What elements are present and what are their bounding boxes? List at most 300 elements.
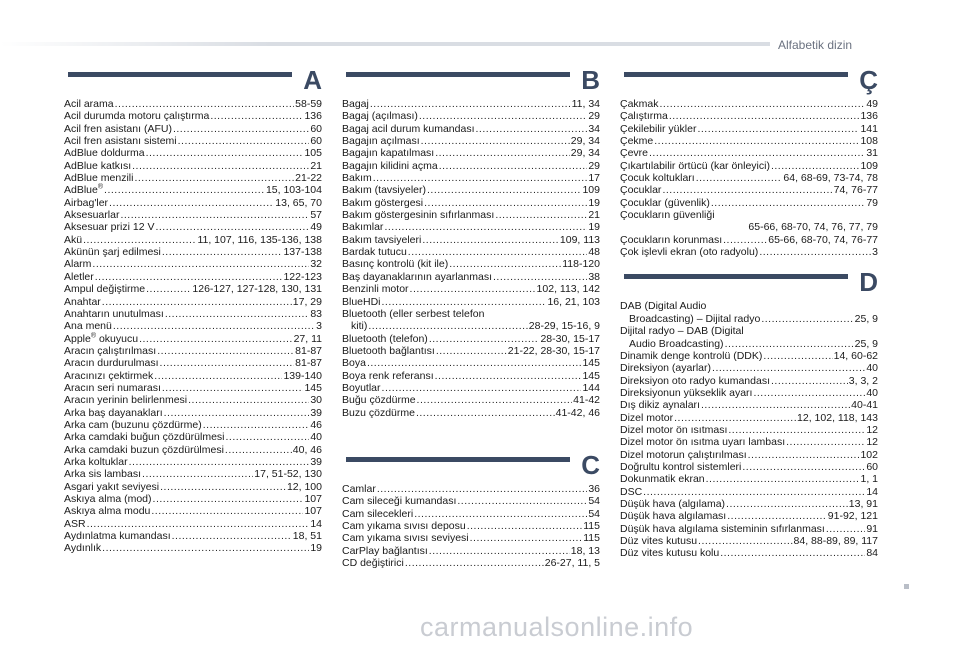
entry-term: Çocuklar (güvenlik)	[620, 196, 710, 209]
leader-dots	[429, 545, 570, 557]
index-entry	[620, 135, 878, 147]
entry-pages: 16, 21, 103	[547, 295, 600, 308]
leader-dots	[160, 357, 295, 369]
index-entry	[620, 209, 878, 234]
letter-bar	[346, 72, 570, 77]
index-entry	[342, 296, 600, 308]
leader-dots	[87, 518, 310, 530]
index-entry	[342, 407, 600, 419]
entry-pages: 19	[310, 542, 322, 555]
leader-dots	[427, 184, 581, 196]
leader-dots	[373, 172, 588, 184]
entry-term: Acil arama	[64, 98, 114, 110]
leader-dots	[711, 197, 865, 209]
entry-term: Buğu çözdürme	[342, 394, 416, 407]
entry-pages: 109	[860, 159, 878, 172]
entry-pages: 21-22	[295, 172, 322, 185]
entry-term: Aksesuarlar	[64, 209, 120, 222]
entry-pages: 60	[310, 135, 322, 148]
index-entry	[64, 505, 322, 517]
leader-dots	[146, 147, 304, 159]
entry-term: Bluetooth (telefon)	[342, 332, 428, 345]
entry-term: Bluetooth (eller serbest telefon	[342, 307, 485, 320]
leader-dots	[155, 221, 309, 233]
index-entry	[620, 473, 878, 485]
entry-pages: 31	[866, 147, 878, 160]
entry-pages: 107	[304, 493, 322, 505]
index-entry	[64, 345, 322, 357]
leader-dots	[727, 510, 827, 522]
leader-dots	[410, 283, 536, 295]
leader-dots	[120, 209, 309, 221]
index-entry	[342, 135, 600, 147]
entry-pages: 3, 3, 2	[848, 374, 878, 387]
entry-term: Çıkartılabilir örtücü (kar önleyici)	[620, 159, 770, 172]
entry-pages: 122-123	[283, 270, 322, 283]
entry-pages: 64, 68-69, 73-74, 78	[783, 172, 878, 185]
index-entry	[64, 370, 322, 382]
entry-term: Bakım	[342, 172, 372, 185]
entry-pages: 109	[582, 184, 600, 197]
entry-term-continued: Broadcasting) – Dijital radyo	[629, 312, 761, 325]
leader-dots	[172, 530, 292, 542]
index-entry	[64, 147, 322, 159]
leader-dots	[225, 444, 292, 456]
entry-pages: 39	[310, 455, 322, 468]
leader-dots	[470, 532, 583, 544]
index-entry	[620, 375, 878, 387]
letter-bar	[68, 72, 292, 77]
entry-pages: 3	[872, 246, 878, 259]
entry-pages: 13, 91	[848, 497, 878, 510]
entry-pages: 21-22, 28-30, 15-17	[507, 344, 600, 357]
entry-term: Boya	[342, 357, 366, 370]
index-entry	[620, 412, 878, 424]
leader-dots	[435, 370, 582, 382]
leader-dots	[178, 135, 310, 147]
leader-dots	[674, 412, 796, 424]
letter-c-cedilla: Ç	[859, 65, 878, 95]
entry-term: Direksiyonun yükseklik ayarı	[620, 386, 753, 399]
entry-pages: 19	[588, 221, 600, 234]
entry-pages: 17, 51-52, 130	[254, 468, 322, 481]
leader-dots	[164, 407, 310, 419]
leader-dots	[439, 160, 588, 172]
leader-dots	[384, 221, 587, 233]
entry-term: CD değiştirici	[342, 557, 404, 569]
entry-pages: 54	[588, 507, 600, 520]
entry-pages: 13, 65, 70	[275, 196, 322, 209]
entry-pages: 12, 100	[286, 480, 322, 493]
entry-pages: 39	[310, 406, 322, 419]
entry-term: Dinamik denge kontrolü (DDK)	[620, 349, 763, 362]
entry-pages: 11, 34	[571, 98, 600, 110]
entry-term: Aracın yerinin belirlenmesi	[64, 394, 188, 407]
index-entry	[342, 370, 600, 382]
entry-term: Arka cam (buzunu çözdürme)	[64, 418, 202, 431]
entry-pages: 137-138	[283, 246, 322, 259]
entry-term: Dizel motor ön ısıtma uyarı lambası	[620, 436, 786, 449]
leader-dots	[643, 486, 865, 498]
index-entry	[342, 221, 600, 233]
leader-dots	[753, 387, 865, 399]
entry-term: Anahtarın unutulması	[64, 307, 164, 320]
entry-term: Airbag'ler	[64, 196, 109, 209]
leader-dots	[449, 258, 561, 270]
entry-pages: 15, 103-104	[265, 184, 322, 197]
entry-pages: 57	[310, 209, 322, 222]
entry-term: Dijital radyo – DAB (Digital	[620, 325, 744, 338]
index-entry	[64, 333, 322, 345]
entry-term: Direksiyon oto radyo kumandası	[620, 374, 770, 387]
entry-term: Arka camdaki buğun çözdürülmesi	[64, 431, 225, 444]
entry-pages: 25, 9	[854, 312, 878, 325]
entry-term: ASR	[64, 517, 86, 530]
entry-term: Anahtar	[64, 295, 101, 308]
index-entry	[620, 523, 878, 535]
entry-pages: 28-29, 15-16, 9	[528, 320, 600, 333]
entry-pages: 19	[588, 196, 600, 209]
index-entry	[64, 456, 322, 468]
entry-term: AdBlue menzili	[64, 172, 134, 185]
index-entry	[342, 98, 600, 110]
entry-pages: 60	[310, 122, 322, 135]
entry-pages: 32	[310, 258, 322, 271]
entry-term: AdBlue®	[64, 183, 104, 197]
entry-term: Camlar	[342, 482, 376, 495]
entry-pages: 14	[310, 517, 322, 530]
index-entry	[64, 135, 322, 147]
entry-pages: 108	[860, 135, 878, 148]
leader-dots	[771, 160, 860, 172]
index-entry	[620, 461, 878, 473]
leader-dots	[146, 283, 191, 295]
entry-pages: 12	[866, 436, 878, 449]
leader-dots	[698, 535, 792, 547]
entry-pages: 36	[588, 482, 600, 495]
entry-term: Çocuklar	[620, 184, 662, 197]
entry-pages: 84	[866, 547, 878, 560]
entry-pages: 74, 76-77	[833, 184, 878, 197]
entry-pages: 49	[310, 221, 322, 234]
index-entry	[620, 184, 878, 196]
index-entry	[620, 325, 878, 350]
index-entry	[342, 557, 600, 569]
entry-term: Acil fren asistanı sistemi	[64, 135, 177, 148]
entry-pages: 25, 9	[854, 337, 878, 350]
leader-dots	[417, 394, 573, 406]
index-entry	[342, 110, 600, 122]
entry-term: Bakım göstergesi	[342, 196, 424, 209]
index-entry	[64, 234, 322, 246]
index-entry	[64, 481, 322, 493]
entry-pages: 84, 88-89, 89, 117	[793, 535, 878, 547]
entry-pages: 14, 60-62	[833, 349, 878, 362]
entry-pages: 115	[583, 519, 600, 532]
leader-dots	[414, 508, 587, 520]
leader-dots	[748, 449, 860, 461]
entry-pages: 145	[304, 381, 322, 394]
entry-pages: 46	[310, 418, 322, 431]
entry-term: Arka sis lambası	[64, 468, 142, 481]
index-entry	[64, 160, 322, 172]
index-entry	[620, 123, 878, 135]
entry-pages: 40	[310, 431, 322, 444]
entry-pages: 29	[588, 159, 600, 172]
entry-term: Çalıştırma	[620, 110, 668, 123]
entry-term: Ampul değiştirme	[64, 283, 146, 296]
entry-pages: 12, 102, 118, 143	[797, 411, 878, 424]
entry-pages: 29	[588, 110, 600, 123]
leader-dots	[419, 110, 587, 122]
index-entry	[64, 444, 322, 456]
index-entry	[342, 246, 600, 258]
entries-a	[64, 98, 322, 555]
leader-dots	[728, 424, 865, 436]
index-entry	[64, 197, 322, 209]
entry-term: Baş dayanaklarının ayarlanması	[342, 270, 492, 283]
leader-dots	[382, 296, 547, 308]
entry-term: Düşük hava (algılama)	[620, 497, 726, 510]
leader-dots	[725, 338, 854, 350]
entry-pages: 54	[588, 495, 600, 508]
index-entry	[64, 407, 322, 419]
entry-term: Benzinli motor	[342, 283, 409, 296]
entry-pages: 40, 46	[292, 443, 322, 456]
index-entry	[64, 394, 322, 406]
entry-term-continued: Audio Broadcasting)	[629, 337, 724, 350]
entry-term: Boya renk referansı	[342, 369, 434, 382]
index-entry	[64, 308, 322, 320]
entry-term: Dokunmatik ekran	[620, 473, 705, 486]
index-column-a	[64, 65, 322, 555]
entry-term: Acil fren asistanı (AFU)	[64, 122, 172, 135]
entry-pages: 115	[583, 532, 600, 545]
entry-term: DAB (Digital Audio	[620, 300, 707, 313]
index-entry	[620, 362, 878, 374]
index-entry	[64, 184, 322, 196]
entry-term: Aydınlatma kumandası	[64, 530, 171, 543]
leader-dots	[669, 110, 860, 122]
leader-dots	[139, 333, 293, 345]
entry-pages: 1, 1	[860, 473, 878, 486]
index-entry	[64, 271, 322, 283]
index-entry	[342, 508, 600, 520]
leader-dots	[210, 110, 303, 122]
letter-d: D	[859, 267, 878, 298]
index-entry	[64, 468, 322, 480]
index-entry	[620, 535, 878, 547]
entry-term: Askıya alma (mod)	[64, 493, 152, 505]
index-entry	[620, 110, 878, 122]
entry-term: Cam silecekleri	[342, 507, 414, 520]
leader-dots	[157, 345, 294, 357]
entry-term: Bagaj (açılması)	[342, 110, 418, 123]
entry-pages: 105	[304, 147, 322, 160]
entry-pages: 65-66, 68-70, 74, 76-77	[768, 233, 878, 246]
entries-d	[620, 300, 878, 559]
entry-term: Düşük hava algılama sisteminin sıfırlanması	[620, 522, 825, 535]
entry-term: Cam yıkama sıvısı deposu	[342, 519, 466, 532]
index-entry	[64, 518, 322, 530]
entry-pages: 14	[866, 485, 878, 498]
index-entry	[64, 172, 322, 184]
leader-dots	[696, 172, 783, 184]
leader-dots	[712, 362, 865, 374]
index-entry	[342, 394, 600, 406]
watermark: carmanualsonline.info	[420, 612, 694, 642]
leader-dots	[92, 258, 309, 270]
leader-dots	[763, 350, 832, 362]
entry-pages: 107	[304, 505, 322, 518]
entry-pages: 145	[582, 357, 600, 370]
index-entry	[620, 160, 878, 172]
index-entry	[342, 234, 600, 246]
index-entry	[64, 258, 322, 270]
entry-pages: 3	[316, 320, 322, 333]
leader-dots	[435, 147, 570, 159]
entry-pages: 38	[588, 270, 600, 283]
index-entry	[64, 246, 322, 258]
entry-pages: 102, 113, 142	[536, 283, 600, 296]
index-entry	[342, 147, 600, 159]
entry-term: CarPlay bağlantısı	[342, 544, 428, 557]
index-entry	[64, 296, 322, 308]
index-entry	[64, 382, 322, 394]
index-entry	[620, 498, 878, 510]
entry-term: Çocuk koltukları	[620, 172, 695, 185]
index-entry	[342, 258, 600, 270]
index-entry	[620, 547, 878, 559]
index-entry	[342, 197, 600, 209]
index-entry	[342, 308, 600, 333]
leader-dots	[723, 234, 767, 246]
leader-dots	[421, 135, 570, 147]
entry-term: Çakmak	[620, 98, 659, 110]
entry-pages: 79	[866, 196, 878, 209]
leader-dots	[408, 246, 588, 258]
entry-pages: 28-30, 15-17	[540, 332, 600, 345]
index-entry	[342, 345, 600, 357]
leader-dots	[697, 123, 859, 135]
leader-dots	[153, 493, 304, 505]
entry-term: Dizel motor	[620, 411, 674, 424]
entry-term: Dizel motorun çalıştırılması	[620, 448, 747, 461]
entry-term: Acil durumda motoru çalıştırma	[64, 110, 210, 123]
leader-dots	[95, 271, 283, 283]
entry-term: Aletler	[64, 270, 94, 283]
entry-pages: 21	[310, 159, 322, 172]
entry-term: Düşük hava algılaması	[620, 510, 727, 523]
leader-dots	[495, 209, 587, 221]
entry-term: Bakım (tavsiyeler)	[342, 184, 427, 197]
entry-term: Aydınlık	[64, 542, 102, 555]
entry-pages: 126-127, 127-128, 130, 131	[192, 283, 322, 296]
entry-term: DSC	[620, 485, 643, 498]
entry-term: Apple® okuyucu	[64, 332, 139, 345]
entry-term: Asgari yakıt seviyesi	[64, 480, 160, 493]
index-entry	[342, 333, 600, 345]
index-entry	[64, 530, 322, 542]
entry-pages: 11, 107, 116, 135-136, 138	[197, 233, 322, 246]
entry-term: Çekilebilir yükler	[620, 122, 697, 135]
entry-pages: 144	[582, 381, 600, 394]
entry-term: BlueHDi	[342, 295, 381, 308]
entry-pages: 12	[866, 423, 878, 436]
index-entry	[620, 424, 878, 436]
letter-header-d	[620, 267, 878, 298]
entry-pages: 81-87	[295, 344, 322, 357]
corner-marker	[904, 584, 909, 589]
entry-pages: 30	[310, 394, 322, 407]
letter-bar	[346, 457, 570, 462]
leader-dots	[405, 557, 544, 569]
entry-term: Bagajın kilidini açma	[342, 159, 438, 172]
leader-dots	[104, 184, 265, 196]
index-entry	[342, 271, 600, 283]
entry-pages: 41-42, 46	[555, 406, 600, 419]
entry-pages: 29, 34	[570, 147, 600, 160]
leader-dots	[429, 333, 540, 345]
entry-pages: 109, 113	[559, 233, 600, 246]
leader-dots	[102, 296, 292, 308]
entry-term: Askıya alma modu	[64, 505, 151, 518]
index-entry	[620, 246, 878, 258]
leader-dots	[134, 172, 294, 184]
entry-term: Buzu çözdürme	[342, 406, 415, 419]
index-entry	[620, 300, 878, 325]
index-entry	[64, 357, 322, 369]
leader-dots	[377, 483, 587, 495]
leader-dots	[424, 197, 587, 209]
index-entry	[64, 98, 322, 110]
index-entry	[64, 123, 322, 135]
entry-term: Aracın seri numarası	[64, 381, 161, 394]
letter-header-a	[64, 65, 322, 95]
leader-dots	[654, 135, 859, 147]
index-entry	[342, 160, 600, 172]
entry-term: Aracın çalıştırılması	[64, 344, 157, 357]
index-entry	[620, 510, 878, 522]
leader-dots	[701, 399, 850, 411]
index-entry	[64, 419, 322, 431]
entry-term: Ana menü	[64, 320, 112, 333]
index-entry	[620, 350, 878, 362]
index-entry	[620, 436, 878, 448]
leader-dots	[826, 523, 865, 535]
index-entry	[620, 98, 878, 110]
entry-term: Bagaj	[342, 98, 369, 110]
entry-term: Aracın durdurulması	[64, 357, 159, 370]
header-rule	[0, 42, 770, 46]
entry-pages: 136	[304, 110, 322, 123]
entry-term: Bakım tavsiyeleri	[342, 233, 422, 246]
index-entry	[342, 184, 600, 196]
entry-pages: 91-92, 121	[827, 510, 878, 523]
entry-term: Cam yıkama sıvısı seviyesi	[342, 532, 469, 545]
index-entry	[342, 382, 600, 394]
entry-term: Çekme	[620, 135, 654, 148]
index-entry	[342, 520, 600, 532]
entry-term: Çocukların korunması	[620, 233, 723, 246]
entries-c-cedilla	[620, 98, 878, 258]
index-entry	[64, 542, 322, 554]
leader-dots	[720, 547, 865, 559]
entry-pages: 18, 51	[292, 530, 322, 543]
index-entry	[342, 123, 600, 135]
entry-pages: 41-42	[573, 394, 600, 407]
leader-dots	[706, 473, 860, 485]
